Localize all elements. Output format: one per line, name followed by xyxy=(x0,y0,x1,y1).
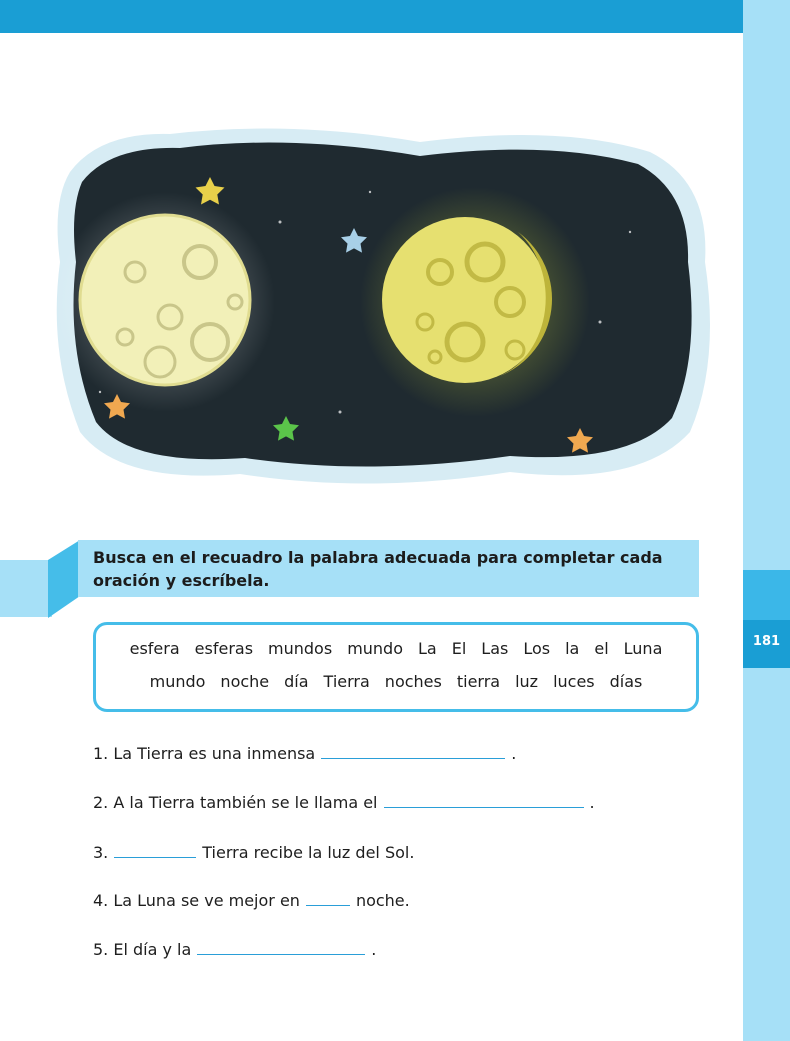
word: El xyxy=(451,639,467,658)
sentence-1 xyxy=(93,744,516,763)
answer-blank[interactable] xyxy=(114,843,196,858)
sentence-text: . xyxy=(511,744,517,763)
sentence-4 xyxy=(93,891,410,910)
answer-blank[interactable] xyxy=(197,940,365,955)
word: días xyxy=(609,672,643,691)
word: Las xyxy=(481,639,509,658)
word: La xyxy=(418,639,437,658)
sentence-text: noche. xyxy=(355,891,410,910)
sentence-text: 1. La Tierra es una inmensa xyxy=(93,744,316,763)
word-bank-row-2 xyxy=(96,672,696,691)
page-number: 181 xyxy=(752,634,781,649)
word: noche xyxy=(220,672,270,691)
sentence-text: Tierra recibe la luz del Sol. xyxy=(202,843,415,862)
word: esfera xyxy=(129,639,180,658)
answer-blank[interactable] xyxy=(321,744,505,759)
word: Los xyxy=(523,639,551,658)
sentence-text: 3. xyxy=(93,843,109,862)
word: Tierra xyxy=(323,672,370,691)
word: tierra xyxy=(456,672,501,691)
instruction-text: Busca en el recuadro la palabra adecuada para completar cada oración y escríbela. xyxy=(93,548,663,590)
word: luz xyxy=(515,672,539,691)
moon-left-icon xyxy=(80,215,250,385)
sentence-text: . xyxy=(371,940,377,959)
word: Luna xyxy=(623,639,663,658)
word: luces xyxy=(553,672,595,691)
side-margin-strip xyxy=(743,0,790,1041)
night-sky-illustration xyxy=(40,112,730,502)
word: la xyxy=(565,639,580,658)
word-bank-row-1 xyxy=(96,639,696,658)
answer-blank[interactable] xyxy=(306,891,350,906)
sentence-5 xyxy=(93,940,376,959)
answer-blank[interactable] xyxy=(384,793,584,808)
sentence-text: 5. El día y la xyxy=(93,940,192,959)
word: mundo xyxy=(347,639,403,658)
word: noches xyxy=(384,672,442,691)
sentence-3 xyxy=(93,843,414,862)
word: el xyxy=(594,639,609,658)
top-bar xyxy=(0,0,743,33)
instruction-fold xyxy=(48,540,80,618)
sentence-text: 4. La Luna se ve mejor en xyxy=(93,891,300,910)
instruction-tab xyxy=(0,560,52,617)
sentence-text: . xyxy=(589,793,595,812)
word: mundos xyxy=(268,639,333,658)
word: mundo xyxy=(149,672,206,691)
word: esferas xyxy=(194,639,254,658)
sentence-text: 2. A la Tierra también se le llama el xyxy=(93,793,378,812)
word-bank xyxy=(93,622,699,712)
word: día xyxy=(284,672,309,691)
sentence-2 xyxy=(93,793,595,812)
